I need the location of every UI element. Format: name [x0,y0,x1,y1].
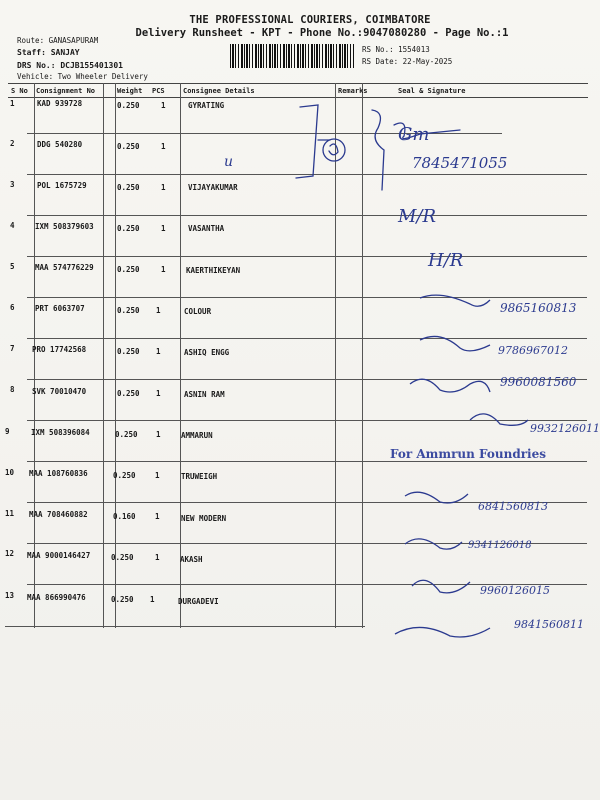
table-top-border [8,83,588,84]
row-consignment: MAA 574776229 [35,263,94,272]
phone-row12: 9960126015 [480,584,550,597]
row-consignment: MAA 9000146427 [27,551,91,560]
col-header-consignment: Consignment No [36,87,96,95]
row-divider [27,379,587,380]
signature-row4: H/R [428,250,464,271]
company-name: THE PROFESSIONAL COURIERS, COIMBATORE [189,14,431,26]
signature-row8 [410,379,490,392]
row-sno: 2 [10,139,15,148]
circled-mark [323,139,345,161]
col-divider [335,83,336,628]
route-label: Route: GANASAPURAM [17,36,99,45]
rs-number: RS No.: 1554013 [362,45,430,54]
barcode [230,44,354,68]
phone-row10: 6841560813 [478,500,548,513]
row-consignment: PRT 6063707 [35,304,85,313]
signature-row11 [405,539,462,549]
signature-row12 [412,580,470,593]
row-weight: 0.250 [117,306,140,315]
row-weight: 0.250 [111,553,134,562]
row-pcs: 1 [161,224,166,233]
row-divider [5,626,365,627]
row-sno: 7 [10,344,15,353]
col-header-remarks: Remarks [338,87,368,95]
row-sno: 5 [10,262,15,271]
row-weight: 0.250 [111,595,134,604]
row-consignment: DDG 540280 [37,140,83,149]
row-weight: 0.160 [113,512,136,521]
row-pcs: 1 [155,512,160,521]
runsheet-title: Delivery Runsheet - KPT - Phone No.:9047080280 - Page No.:1 [135,27,509,39]
col-header-seal: Seal & Signature [398,87,466,95]
row-sno: 3 [10,180,15,189]
row-divider [27,502,587,503]
row2-mark: u [224,154,234,170]
row-pcs: 1 [161,265,166,274]
row-divider [27,461,587,462]
row-consignment: SVK 70010470 [32,387,87,396]
row-consignee: AMMARUN [181,431,213,440]
phone-row7: 9786967012 [498,344,568,357]
phone-row9: 9932126011 [530,422,600,435]
row-divider [27,584,587,585]
row-sno: 9 [5,427,10,436]
row-sno: 12 [5,549,15,558]
row-divider [27,420,587,421]
col-divider [362,83,363,628]
col-divider [115,83,116,628]
vehicle-label: Vehicle: Two Wheeler Delivery [17,72,148,81]
signature-gm-stroke [394,123,460,139]
row-consignee: ASHIQ ENGG [184,348,230,357]
row-divider [27,174,587,175]
row-weight: 0.250 [117,265,140,274]
row-divider [27,543,587,544]
row-consignment: IXM 508379603 [35,222,94,231]
phone-row11: 9341126018 [468,540,532,551]
row-sno: 6 [10,303,15,312]
row-pcs: 1 [155,471,160,480]
stamp-row10: For Ammrun Foundries [390,447,546,461]
row-consignment: MAA 708460882 [29,510,88,519]
row-weight: 0.250 [117,389,140,398]
row-weight: 0.250 [117,101,140,110]
table-header-border [8,97,588,98]
row-consignee: DURGADEVI [178,597,219,606]
row-sno: 10 [5,468,15,477]
row-divider [27,297,587,298]
row-weight: 0.250 [113,471,136,480]
signature-row1: Gm [398,124,430,145]
vertical-stroke [372,110,384,190]
row-pcs: 1 [161,101,166,110]
row-sno: 11 [5,509,15,518]
col-divider [103,83,104,628]
phone-row6: 9865160813 [500,301,577,315]
phone-row13: 9841560811 [514,618,584,631]
row-consignee: TRUWEIGH [181,472,218,481]
row-consignee: NEW MODERN [181,514,227,523]
row-weight: 0.250 [117,142,140,151]
row-consignee: VASANTHA [188,224,225,233]
row-sno: 13 [5,591,15,600]
row-consignment: KAD 939728 [37,99,83,108]
row-consignment: MAA 108760836 [29,469,88,478]
signature-row3: M/R [398,206,437,227]
staff-label: Staff: SANJAY [17,48,80,57]
row-pcs: 1 [156,430,161,439]
row-weight: 0.250 [115,430,138,439]
row-pcs: 1 [161,142,166,151]
phone-row2: 7845471055 [412,154,508,172]
row-sno: 4 [10,221,15,230]
row-consignment: MAA 866990476 [27,593,86,602]
row-divider [27,215,587,216]
col-divider [34,83,35,628]
signature-row13 [395,627,490,637]
row-consignee: GYRATING [188,101,225,110]
row-consignee: AKASH [180,555,203,564]
col-header-consignee: Consignee Details [183,87,255,95]
col-header-pcs: PCS [152,87,165,95]
col-header-sno: S No [11,87,28,95]
row-consignment: PRO 17742568 [32,345,87,354]
row-divider [27,338,587,339]
row-pcs: 1 [156,306,161,315]
row-consignment: IXM 508396084 [31,428,90,437]
row-pcs: 1 [155,553,160,562]
rs-date: RS Date: 22-May-2025 [362,57,453,66]
drs-number: DRS No.: DCJB155401301 [17,61,123,70]
row-consignment: POL 1675729 [37,181,87,190]
col-divider [180,83,181,628]
row-pcs: 1 [156,347,161,356]
row-pcs: 1 [150,595,155,604]
row-divider [27,133,502,134]
row-pcs: 1 [156,389,161,398]
row-consignee: KAERTHIKEYAN [186,266,241,275]
row-divider [27,256,587,257]
bracket-mark [296,105,318,178]
row-sno: 8 [10,385,15,394]
row-weight: 0.250 [117,224,140,233]
row-weight: 0.250 [117,183,140,192]
phone-row8: 9960081560 [500,375,577,389]
row-consignee: COLOUR [184,307,212,316]
row-consignee: VIJAYAKUMAR [188,183,238,192]
row-weight: 0.250 [117,347,140,356]
col-header-weight: Weight [117,87,143,95]
row-sno: 1 [10,99,15,108]
row-pcs: 1 [161,183,166,192]
row-consignee: ASNIN RAM [184,390,225,399]
